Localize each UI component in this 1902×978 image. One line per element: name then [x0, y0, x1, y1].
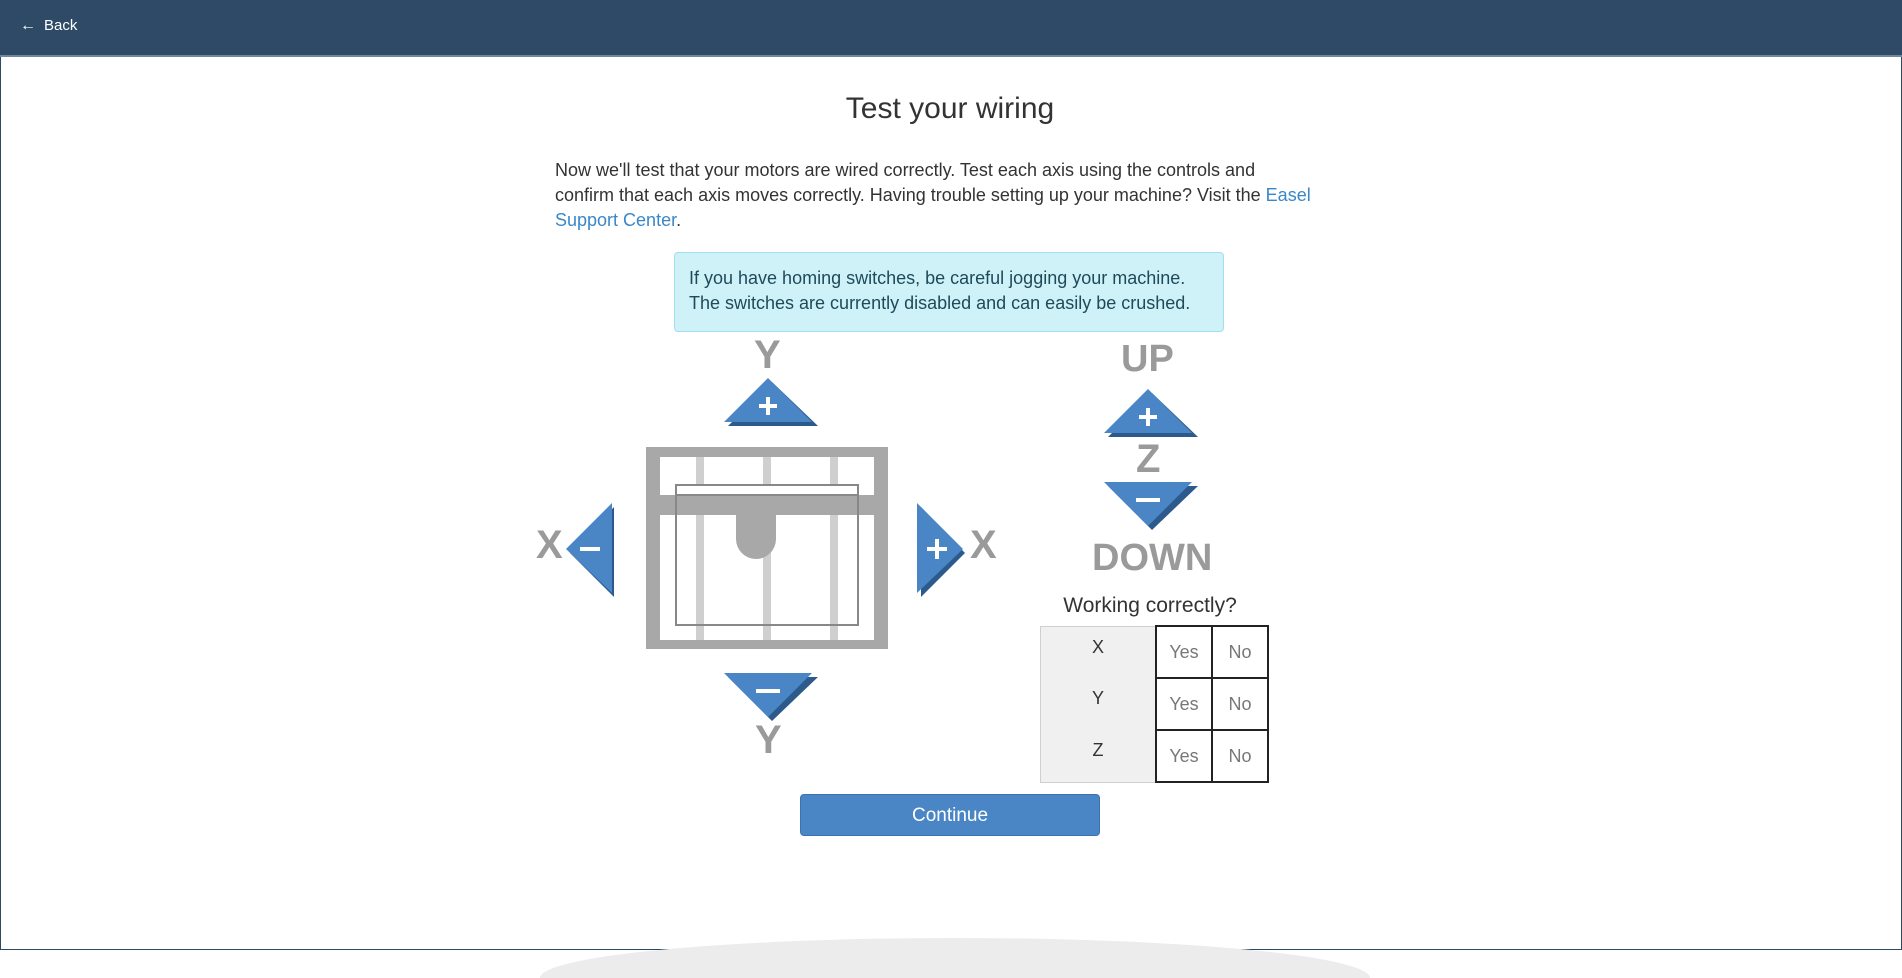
x-plus-button[interactable]	[917, 503, 967, 599]
intro-text: Now we'll test that your motors are wired correctly. Test each axis using the controls and confirm that each axis moves correctly. Having trouble setting up your machine? Visit the	[555, 160, 1266, 205]
y-plus-button[interactable]	[722, 378, 818, 428]
back-button[interactable]	[20, 17, 77, 34]
z-yes-button[interactable]: Yes	[1156, 730, 1212, 782]
homing-warning-alert: If you have homing switches, be careful jogging your machine. The switches are currently disabled and can easily be crushed.	[674, 252, 1224, 332]
continue-button[interactable]: Continue	[800, 794, 1100, 836]
triangle-down-minus-icon	[722, 673, 818, 723]
y-no-button[interactable]: No	[1212, 678, 1268, 730]
axis-label: Y	[1041, 678, 1157, 730]
table-row	[1041, 678, 1269, 730]
machine-diagram	[646, 447, 888, 654]
x-no-button[interactable]: No	[1212, 626, 1268, 678]
back-label: Back	[44, 17, 78, 34]
working-correctly-table	[1040, 625, 1269, 783]
y-bottom-label: Y	[755, 718, 782, 762]
x-left-label: X	[536, 523, 563, 567]
z-label: Z	[1136, 437, 1161, 481]
axis-label: X	[1041, 626, 1157, 678]
cnc-machine-icon	[646, 447, 888, 649]
up-label: UP	[1121, 338, 1174, 380]
z-no-button[interactable]: No	[1212, 730, 1268, 782]
z-minus-button[interactable]	[1102, 482, 1198, 532]
support-center-link[interactable]: Easel Support Center	[555, 185, 1311, 230]
x-minus-button[interactable]	[566, 503, 616, 599]
working-correctly-title: Working correctly?	[1063, 594, 1237, 617]
y-minus-button[interactable]	[722, 673, 818, 723]
table-row	[1041, 730, 1269, 782]
x-yes-button[interactable]: Yes	[1156, 626, 1212, 678]
x-right-label: X	[970, 523, 997, 567]
triangle-down-minus-icon	[1102, 482, 1198, 532]
arrow-left-icon: ←	[20, 16, 36, 34]
triangle-up-plus-icon	[722, 378, 818, 428]
y-top-label: Y	[754, 333, 781, 377]
z-plus-button[interactable]	[1102, 389, 1198, 439]
table-row	[1041, 626, 1269, 678]
triangle-left-minus-icon	[566, 503, 616, 599]
triangle-right-plus-icon	[917, 503, 967, 599]
down-label: DOWN	[1092, 537, 1213, 579]
top-bar	[0, 0, 1902, 57]
y-yes-button[interactable]: Yes	[1156, 678, 1212, 730]
page-title: Test your wiring	[845, 92, 1055, 125]
intro-paragraph	[555, 158, 1315, 233]
triangle-up-plus-icon	[1102, 389, 1198, 439]
intro-end: .	[676, 210, 682, 230]
axis-label: Z	[1041, 730, 1157, 782]
